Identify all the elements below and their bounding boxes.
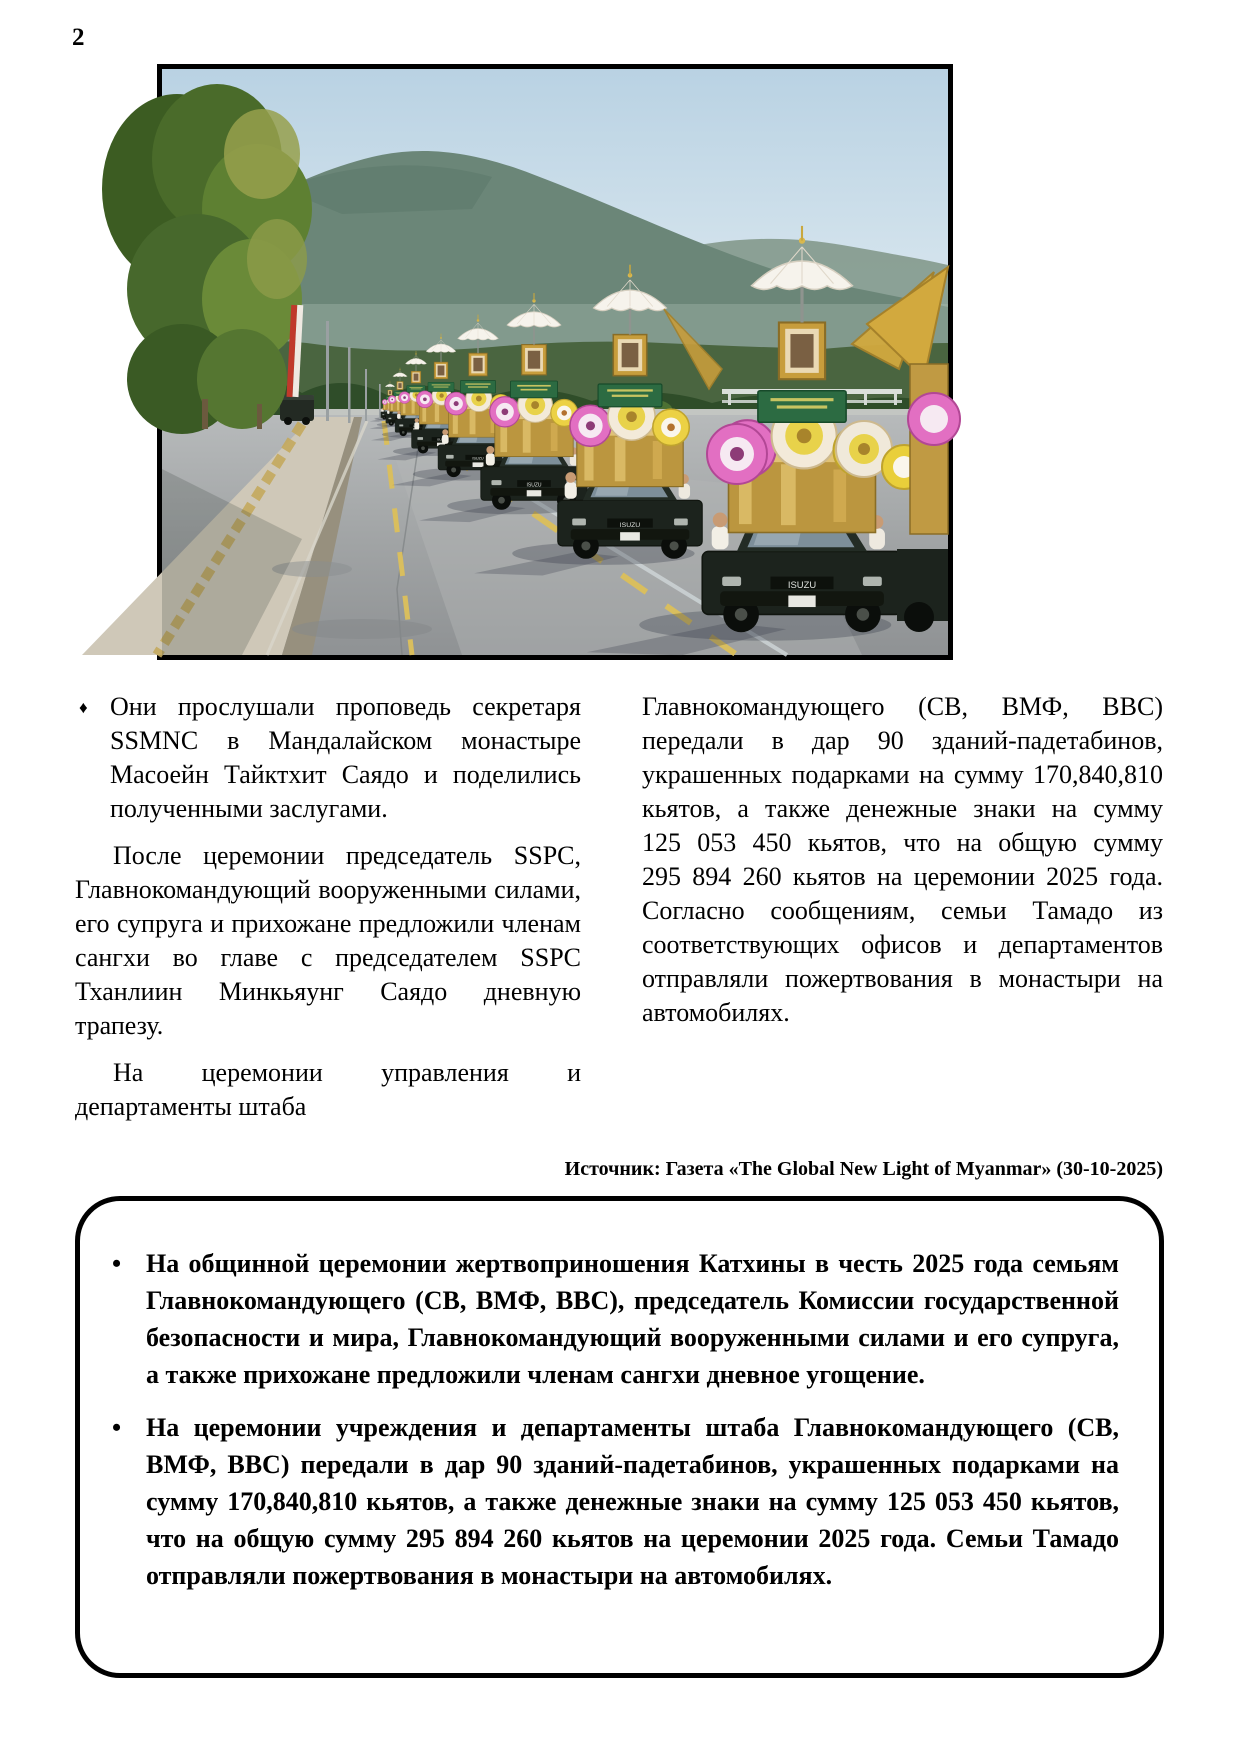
summary-bullet-text: На церемонии учреждения и департаменты штаба Главнокомандующего (СВ, ВМФ, ВВС) передали в дар 90 зданий-падетабинов, украшенных подарками на сумму 170,840,810 кьятов, а также денежные знаки на сумму 125 053 450 кьятов, что на общую сумму 295 894 260 кьятов на церемонии 2025 года. Семьи Тамадо отправляли пожертвования в монастыри на автомобилях.: [146, 1413, 1119, 1590]
diamond-bullet-icon: ♦: [79, 698, 88, 717]
paragraph: Они прослушали проповедь секретаря SSMNC в Мандалайском монастыре Масоейн Тайктхит Саядо и поделились полученными заслугами.: [110, 692, 581, 823]
bullet-dot-icon: •: [112, 1413, 122, 1442]
convoy-photo: [148, 24, 953, 660]
paragraph: Главнокомандующего (СВ, ВМФ, ВВС) передали в дар 90 зданий-падетабинов, украшенных подарками на сумму 170,840,810 кьятов, а также денежные знаки на сумму 125 053 450 кьятов, что на общую сумму 295 894 260 кьятов на церемонии 2025 года. Согласно сообщениям, семьи Тамадо из соответствующих офисов и департаментов отправляли пожертвования в монастыри на автомобилях.: [642, 692, 1163, 1027]
summary-bullet-item: [98, 1409, 1119, 1594]
article-body: [75, 690, 1163, 1200]
paragraph: После церемонии председатель SSPC, Главнокомандующий вооруженными силами, его супруга и прихожане предложили членам сангхи во главе с председателем SSPC Тханлиин Минкьяунг Саядо дневную трапезу.: [75, 841, 581, 1040]
paragraph: На церемонии управления и департаменты штаба: [75, 1058, 581, 1121]
convoy-photo-illustration: ISUZU: [162, 69, 948, 655]
page-number: 2: [72, 24, 85, 51]
bulleted-paragraph: [75, 690, 581, 826]
right-column: [642, 690, 1163, 1043]
bullet-dot-icon: •: [112, 1249, 122, 1278]
source-citation: Источник: Газета «The Global New Light of Myanmar» (30-10-2025): [564, 1158, 1163, 1180]
roadside-trees: [102, 84, 312, 655]
summary-box: [75, 1196, 1164, 1678]
summary-bullet-text: На общинной церемонии жертвоприношения Катхины в честь 2025 года семьям Главнокомандующего (СВ, ВМФ, ВВС), председатель Комиссии государственной безопасности и мира, Главнокомандующий вооруженными силами и его супруга, а также прихожане предложили членам сангхи дневное угощение.: [146, 1249, 1119, 1389]
summary-bullet-item: [98, 1245, 1119, 1393]
left-column: [75, 690, 581, 1137]
